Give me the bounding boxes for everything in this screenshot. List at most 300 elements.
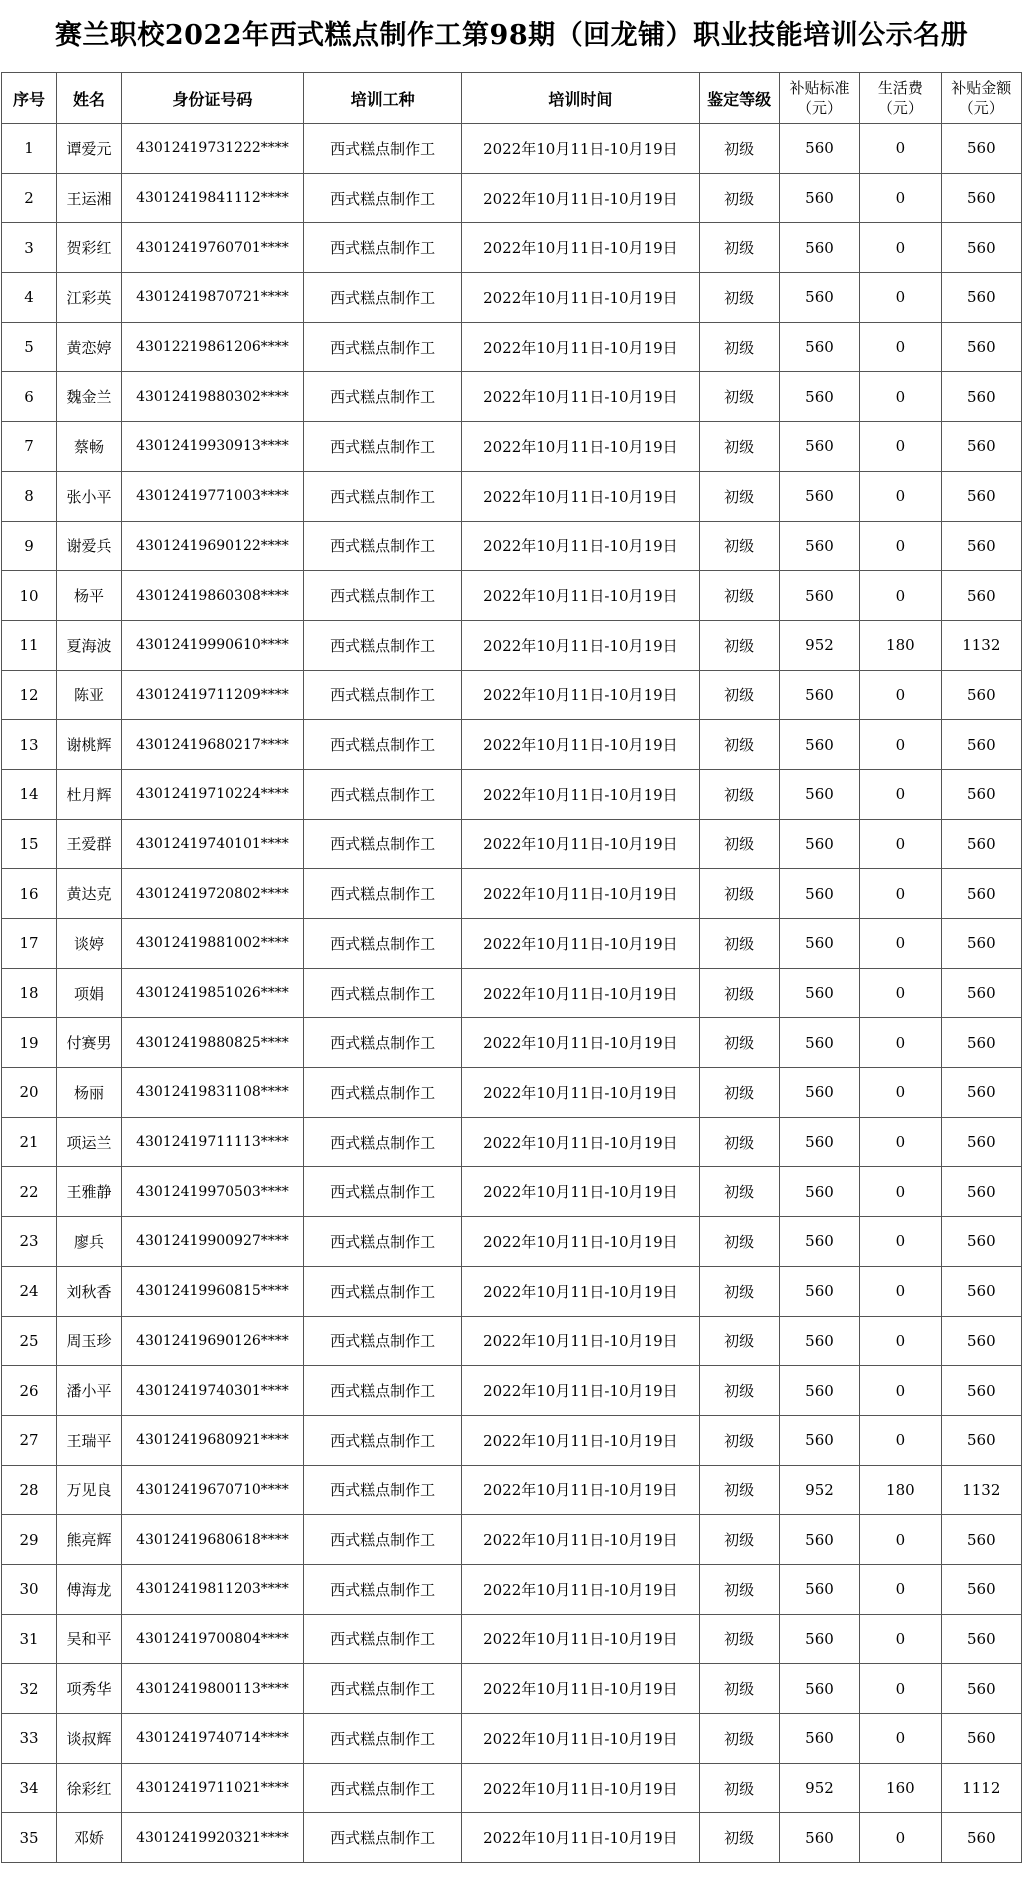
cell-name: 周玉珍: [57, 1316, 122, 1366]
header-level: 鉴定等级: [699, 73, 779, 124]
cell-level: 初级: [699, 1217, 779, 1267]
table-row: [2, 1813, 1022, 1863]
table-row: [2, 1266, 1022, 1316]
cell-training-time: 2022年10月11日-10月19日: [462, 1714, 699, 1764]
cell-training-type: 西式糕点制作工: [304, 620, 462, 670]
header-subsidy-standard: 补贴标准（元）: [779, 73, 859, 124]
cell-subsidy-standard: 560: [779, 968, 859, 1018]
table-row: [2, 620, 1022, 670]
cell-subsidy-amount: 560: [941, 1167, 1021, 1217]
cell-subsidy-standard: 560: [779, 1614, 859, 1664]
cell-training-type: 西式糕点制作工: [304, 1763, 462, 1813]
document-title: 赛兰职校2022年西式糕点制作工第98期（回龙铺）职业技能培训公示名册: [54, 20, 969, 51]
cell-subsidy-amount: 560: [941, 1415, 1021, 1465]
cell-name: 贺彩红: [57, 223, 122, 273]
cell-training-type: 西式糕点制作工: [304, 869, 462, 919]
cell-training-time: 2022年10月11日-10月19日: [462, 1117, 699, 1167]
cell-training-time: 2022年10月11日-10月19日: [462, 1564, 699, 1614]
cell-name: 付赛男: [57, 1018, 122, 1068]
cell-subsidy-standard: 560: [779, 173, 859, 223]
cell-seq: 8: [2, 471, 57, 521]
cell-id-number: 43012419670710****: [121, 1465, 303, 1515]
cell-id-number: 43012419680618****: [121, 1515, 303, 1565]
table-row: [2, 223, 1022, 273]
cell-level: 初级: [699, 1366, 779, 1416]
cell-training-type: 西式糕点制作工: [304, 1614, 462, 1664]
cell-living-allowance: 180: [860, 1465, 942, 1515]
table-row: [2, 1018, 1022, 1068]
cell-name: 谈婷: [57, 919, 122, 969]
cell-id-number: 43012419710224****: [121, 769, 303, 819]
roster-table: [1, 72, 1022, 1863]
cell-training-type: 西式糕点制作工: [304, 422, 462, 472]
cell-seq: 11: [2, 620, 57, 670]
cell-training-time: 2022年10月11日-10月19日: [462, 422, 699, 472]
cell-training-time: 2022年10月11日-10月19日: [462, 1813, 699, 1863]
cell-seq: 31: [2, 1614, 57, 1664]
table-row: [2, 1068, 1022, 1118]
table-row: [2, 1167, 1022, 1217]
cell-level: 初级: [699, 521, 779, 571]
cell-subsidy-standard: 560: [779, 1266, 859, 1316]
cell-subsidy-standard: 560: [779, 1167, 859, 1217]
cell-training-time: 2022年10月11日-10月19日: [462, 1366, 699, 1416]
cell-name: 吴和平: [57, 1614, 122, 1664]
cell-seq: 33: [2, 1714, 57, 1764]
cell-id-number: 43012419920321****: [121, 1813, 303, 1863]
cell-subsidy-amount: 1112: [941, 1763, 1021, 1813]
cell-seq: 19: [2, 1018, 57, 1068]
cell-name: 杨丽: [57, 1068, 122, 1118]
table-row: [2, 1465, 1022, 1515]
cell-subsidy-standard: 560: [779, 521, 859, 571]
cell-level: 初级: [699, 1515, 779, 1565]
cell-id-number: 43012419860308****: [121, 571, 303, 621]
cell-seq: 9: [2, 521, 57, 571]
cell-training-type: 西式糕点制作工: [304, 1117, 462, 1167]
cell-subsidy-standard: 560: [779, 819, 859, 869]
table-row: [2, 869, 1022, 919]
cell-seq: 6: [2, 372, 57, 422]
cell-seq: 25: [2, 1316, 57, 1366]
cell-training-type: 西式糕点制作工: [304, 1664, 462, 1714]
cell-training-time: 2022年10月11日-10月19日: [462, 571, 699, 621]
cell-name: 黄恋婷: [57, 322, 122, 372]
cell-training-type: 西式糕点制作工: [304, 471, 462, 521]
cell-living-allowance: 160: [860, 1763, 942, 1813]
cell-living-allowance: 0: [860, 1117, 942, 1167]
cell-name: 项运兰: [57, 1117, 122, 1167]
cell-level: 初级: [699, 1813, 779, 1863]
cell-subsidy-standard: 560: [779, 273, 859, 323]
cell-subsidy-amount: 560: [941, 422, 1021, 472]
cell-training-type: 西式糕点制作工: [304, 173, 462, 223]
table-row: [2, 173, 1022, 223]
cell-subsidy-amount: 560: [941, 372, 1021, 422]
cell-name: 潘小平: [57, 1366, 122, 1416]
cell-name: 项秀华: [57, 1664, 122, 1714]
table-row: [2, 1117, 1022, 1167]
cell-subsidy-amount: 560: [941, 1366, 1021, 1416]
cell-name: 徐彩红: [57, 1763, 122, 1813]
cell-level: 初级: [699, 422, 779, 472]
cell-level: 初级: [699, 919, 779, 969]
cell-subsidy-standard: 560: [779, 322, 859, 372]
cell-id-number: 43012419690122****: [121, 521, 303, 571]
cell-id-number: 43012419851026****: [121, 968, 303, 1018]
cell-training-type: 西式糕点制作工: [304, 124, 462, 174]
cell-name: 廖兵: [57, 1217, 122, 1267]
cell-living-allowance: 0: [860, 422, 942, 472]
cell-living-allowance: 0: [860, 124, 942, 174]
cell-training-time: 2022年10月11日-10月19日: [462, 769, 699, 819]
cell-living-allowance: 0: [860, 273, 942, 323]
cell-training-time: 2022年10月11日-10月19日: [462, 1465, 699, 1515]
cell-living-allowance: 0: [860, 670, 942, 720]
cell-subsidy-amount: 560: [941, 1714, 1021, 1764]
cell-training-time: 2022年10月11日-10月19日: [462, 1266, 699, 1316]
cell-id-number: 43012419740714****: [121, 1714, 303, 1764]
cell-training-type: 西式糕点制作工: [304, 1515, 462, 1565]
cell-id-number: 43012419680217****: [121, 720, 303, 770]
table-row: [2, 1515, 1022, 1565]
cell-id-number: 43012419700804****: [121, 1614, 303, 1664]
table-row: [2, 1614, 1022, 1664]
cell-level: 初级: [699, 1266, 779, 1316]
cell-level: 初级: [699, 1763, 779, 1813]
table-row: [2, 1714, 1022, 1764]
cell-training-time: 2022年10月11日-10月19日: [462, 819, 699, 869]
cell-id-number: 43012419811203****: [121, 1564, 303, 1614]
cell-seq: 2: [2, 173, 57, 223]
cell-id-number: 43012419740101****: [121, 819, 303, 869]
cell-training-type: 西式糕点制作工: [304, 1366, 462, 1416]
cell-level: 初级: [699, 1316, 779, 1366]
header-subsidy-amount: 补贴金额（元）: [941, 73, 1021, 124]
cell-subsidy-standard: 560: [779, 769, 859, 819]
cell-level: 初级: [699, 1564, 779, 1614]
table-row: [2, 1366, 1022, 1416]
cell-training-type: 西式糕点制作工: [304, 1266, 462, 1316]
cell-training-type: 西式糕点制作工: [304, 571, 462, 621]
cell-name: 陈亚: [57, 670, 122, 720]
cell-name: 熊亮辉: [57, 1515, 122, 1565]
cell-seq: 15: [2, 819, 57, 869]
cell-living-allowance: 0: [860, 571, 942, 621]
cell-subsidy-amount: 560: [941, 273, 1021, 323]
cell-training-type: 西式糕点制作工: [304, 1018, 462, 1068]
cell-living-allowance: 0: [860, 1813, 942, 1863]
cell-living-allowance: 0: [860, 1564, 942, 1614]
cell-living-allowance: 0: [860, 322, 942, 372]
cell-subsidy-amount: 1132: [941, 1465, 1021, 1515]
cell-subsidy-standard: 560: [779, 1415, 859, 1465]
header-id-number: 身份证号码: [121, 73, 303, 124]
cell-id-number: 43012419970503****: [121, 1167, 303, 1217]
table-row: [2, 521, 1022, 571]
cell-training-time: 2022年10月11日-10月19日: [462, 223, 699, 273]
cell-training-type: 西式糕点制作工: [304, 919, 462, 969]
cell-subsidy-amount: 560: [941, 223, 1021, 273]
cell-training-time: 2022年10月11日-10月19日: [462, 1614, 699, 1664]
table-row: [2, 769, 1022, 819]
cell-living-allowance: 0: [860, 372, 942, 422]
table-row: [2, 571, 1022, 621]
cell-id-number: 43012219861206****: [121, 322, 303, 372]
cell-id-number: 43012419731222****: [121, 124, 303, 174]
cell-subsidy-standard: 560: [779, 1068, 859, 1118]
cell-training-type: 西式糕点制作工: [304, 1068, 462, 1118]
table-row: [2, 471, 1022, 521]
table-row: [2, 273, 1022, 323]
cell-training-type: 西式糕点制作工: [304, 1415, 462, 1465]
cell-subsidy-standard: 560: [779, 1564, 859, 1614]
cell-training-time: 2022年10月11日-10月19日: [462, 869, 699, 919]
cell-subsidy-standard: 560: [779, 1217, 859, 1267]
cell-seq: 5: [2, 322, 57, 372]
cell-training-type: 西式糕点制作工: [304, 968, 462, 1018]
cell-subsidy-standard: 560: [779, 1117, 859, 1167]
cell-living-allowance: 0: [860, 1266, 942, 1316]
cell-id-number: 43012419880825****: [121, 1018, 303, 1068]
cell-id-number: 43012419720802****: [121, 869, 303, 919]
cell-seq: 18: [2, 968, 57, 1018]
cell-level: 初级: [699, 670, 779, 720]
cell-training-type: 西式糕点制作工: [304, 1564, 462, 1614]
cell-level: 初级: [699, 571, 779, 621]
cell-name: 蔡畅: [57, 422, 122, 472]
cell-subsidy-amount: 560: [941, 869, 1021, 919]
cell-name: 谢爱兵: [57, 521, 122, 571]
cell-training-type: 西式糕点制作工: [304, 223, 462, 273]
cell-training-type: 西式糕点制作工: [304, 1813, 462, 1863]
cell-training-type: 西式糕点制作工: [304, 819, 462, 869]
cell-living-allowance: 0: [860, 1664, 942, 1714]
header-training-type: 培训工种: [304, 73, 462, 124]
cell-seq: 32: [2, 1664, 57, 1714]
cell-living-allowance: 0: [860, 968, 942, 1018]
cell-training-type: 西式糕点制作工: [304, 1167, 462, 1217]
cell-level: 初级: [699, 869, 779, 919]
cell-living-allowance: 0: [860, 919, 942, 969]
cell-level: 初级: [699, 1664, 779, 1714]
cell-level: 初级: [699, 1068, 779, 1118]
cell-subsidy-standard: 560: [779, 919, 859, 969]
cell-training-time: 2022年10月11日-10月19日: [462, 1415, 699, 1465]
cell-name: 万见良: [57, 1465, 122, 1515]
cell-living-allowance: 0: [860, 1614, 942, 1664]
cell-training-time: 2022年10月11日-10月19日: [462, 670, 699, 720]
cell-seq: 26: [2, 1366, 57, 1416]
cell-id-number: 43012419831108****: [121, 1068, 303, 1118]
cell-id-number: 43012419881002****: [121, 919, 303, 969]
cell-level: 初级: [699, 968, 779, 1018]
cell-level: 初级: [699, 769, 779, 819]
cell-name: 刘秋香: [57, 1266, 122, 1316]
cell-living-allowance: 0: [860, 1018, 942, 1068]
cell-name: 张小平: [57, 471, 122, 521]
table-row: [2, 422, 1022, 472]
cell-name: 江彩英: [57, 273, 122, 323]
cell-name: 黄达克: [57, 869, 122, 919]
cell-name: 王爱群: [57, 819, 122, 869]
cell-seq: 29: [2, 1515, 57, 1565]
cell-seq: 24: [2, 1266, 57, 1316]
cell-training-time: 2022年10月11日-10月19日: [462, 521, 699, 571]
cell-level: 初级: [699, 1415, 779, 1465]
cell-training-type: 西式糕点制作工: [304, 521, 462, 571]
cell-training-type: 西式糕点制作工: [304, 769, 462, 819]
cell-subsidy-standard: 560: [779, 1664, 859, 1714]
cell-name: 谈叔辉: [57, 1714, 122, 1764]
cell-subsidy-amount: 560: [941, 1813, 1021, 1863]
cell-id-number: 43012419740301****: [121, 1366, 303, 1416]
cell-id-number: 43012419960815****: [121, 1266, 303, 1316]
cell-living-allowance: 180: [860, 620, 942, 670]
cell-seq: 35: [2, 1813, 57, 1863]
cell-training-time: 2022年10月11日-10月19日: [462, 919, 699, 969]
cell-training-type: 西式糕点制作工: [304, 1465, 462, 1515]
cell-training-time: 2022年10月11日-10月19日: [462, 1217, 699, 1267]
cell-seq: 16: [2, 869, 57, 919]
cell-training-time: 2022年10月11日-10月19日: [462, 1068, 699, 1118]
cell-subsidy-amount: 560: [941, 919, 1021, 969]
cell-level: 初级: [699, 819, 779, 869]
cell-name: 王运湘: [57, 173, 122, 223]
cell-training-type: 西式糕点制作工: [304, 1217, 462, 1267]
cell-subsidy-standard: 952: [779, 1763, 859, 1813]
cell-level: 初级: [699, 1018, 779, 1068]
cell-living-allowance: 0: [860, 1714, 942, 1764]
cell-name: 杜月辉: [57, 769, 122, 819]
cell-subsidy-amount: 560: [941, 521, 1021, 571]
cell-level: 初级: [699, 1714, 779, 1764]
cell-id-number: 43012419841112****: [121, 173, 303, 223]
cell-subsidy-amount: 560: [941, 322, 1021, 372]
cell-subsidy-standard: 560: [779, 869, 859, 919]
cell-seq: 34: [2, 1763, 57, 1813]
cell-level: 初级: [699, 322, 779, 372]
cell-name: 夏海波: [57, 620, 122, 670]
cell-subsidy-amount: 560: [941, 1316, 1021, 1366]
cell-living-allowance: 0: [860, 471, 942, 521]
cell-training-time: 2022年10月11日-10月19日: [462, 1664, 699, 1714]
cell-name: 王瑞平: [57, 1415, 122, 1465]
cell-id-number: 43012419800113****: [121, 1664, 303, 1714]
cell-training-time: 2022年10月11日-10月19日: [462, 1316, 699, 1366]
cell-seq: 13: [2, 720, 57, 770]
cell-subsidy-standard: 560: [779, 422, 859, 472]
cell-id-number: 43012419771003****: [121, 471, 303, 521]
cell-seq: 20: [2, 1068, 57, 1118]
cell-training-type: 西式糕点制作工: [304, 322, 462, 372]
cell-subsidy-standard: 560: [779, 1714, 859, 1764]
cell-subsidy-standard: 560: [779, 223, 859, 273]
table-row: [2, 1664, 1022, 1714]
cell-level: 初级: [699, 173, 779, 223]
cell-name: 谢桃辉: [57, 720, 122, 770]
cell-id-number: 43012419990610****: [121, 620, 303, 670]
cell-training-time: 2022年10月11日-10月19日: [462, 1763, 699, 1813]
cell-subsidy-amount: 560: [941, 173, 1021, 223]
cell-seq: 21: [2, 1117, 57, 1167]
cell-name: 谭爱元: [57, 124, 122, 174]
cell-training-time: 2022年10月11日-10月19日: [462, 173, 699, 223]
cell-subsidy-standard: 560: [779, 720, 859, 770]
cell-subsidy-standard: 560: [779, 571, 859, 621]
cell-name: 项娟: [57, 968, 122, 1018]
table-row: [2, 372, 1022, 422]
cell-level: 初级: [699, 471, 779, 521]
cell-seq: 28: [2, 1465, 57, 1515]
cell-training-time: 2022年10月11日-10月19日: [462, 968, 699, 1018]
cell-subsidy-amount: 560: [941, 769, 1021, 819]
cell-living-allowance: 0: [860, 1415, 942, 1465]
table-row: [2, 322, 1022, 372]
cell-training-time: 2022年10月11日-10月19日: [462, 471, 699, 521]
header-training-time: 培训时间: [462, 73, 699, 124]
cell-name: 邓娇: [57, 1813, 122, 1863]
cell-living-allowance: 0: [860, 1366, 942, 1416]
cell-living-allowance: 0: [860, 1167, 942, 1217]
cell-level: 初级: [699, 124, 779, 174]
cell-level: 初级: [699, 1465, 779, 1515]
cell-living-allowance: 0: [860, 769, 942, 819]
header-living-allowance: 生活费（元）: [860, 73, 942, 124]
cell-subsidy-standard: 952: [779, 620, 859, 670]
cell-id-number: 43012419690126****: [121, 1316, 303, 1366]
cell-seq: 22: [2, 1167, 57, 1217]
cell-level: 初级: [699, 1117, 779, 1167]
cell-subsidy-amount: 560: [941, 571, 1021, 621]
header-seq: 序号: [2, 73, 57, 124]
table-row: [2, 1415, 1022, 1465]
cell-living-allowance: 0: [860, 819, 942, 869]
cell-seq: 10: [2, 571, 57, 621]
cell-id-number: 43012419760701****: [121, 223, 303, 273]
cell-name: 王雅静: [57, 1167, 122, 1217]
cell-name: 魏金兰: [57, 372, 122, 422]
cell-living-allowance: 0: [860, 173, 942, 223]
cell-level: 初级: [699, 273, 779, 323]
cell-subsidy-amount: 560: [941, 1614, 1021, 1664]
cell-level: 初级: [699, 372, 779, 422]
cell-seq: 14: [2, 769, 57, 819]
cell-id-number: 43012419711209****: [121, 670, 303, 720]
cell-living-allowance: 0: [860, 1217, 942, 1267]
cell-subsidy-amount: 560: [941, 1018, 1021, 1068]
cell-subsidy-amount: 560: [941, 1564, 1021, 1614]
cell-subsidy-amount: 560: [941, 1266, 1021, 1316]
cell-subsidy-amount: 560: [941, 1068, 1021, 1118]
table-body: [2, 124, 1022, 1863]
table-row: [2, 720, 1022, 770]
cell-id-number: 43012419870721****: [121, 273, 303, 323]
cell-subsidy-standard: 952: [779, 1465, 859, 1515]
table-row: [2, 819, 1022, 869]
table-row: [2, 1564, 1022, 1614]
cell-id-number: 43012419880302****: [121, 372, 303, 422]
cell-level: 初级: [699, 720, 779, 770]
table-row: [2, 124, 1022, 174]
cell-name: 杨平: [57, 571, 122, 621]
cell-training-type: 西式糕点制作工: [304, 670, 462, 720]
cell-subsidy-standard: 560: [779, 1515, 859, 1565]
table-row: [2, 968, 1022, 1018]
cell-subsidy-amount: 560: [941, 124, 1021, 174]
cell-training-type: 西式糕点制作工: [304, 372, 462, 422]
cell-subsidy-amount: 560: [941, 1117, 1021, 1167]
